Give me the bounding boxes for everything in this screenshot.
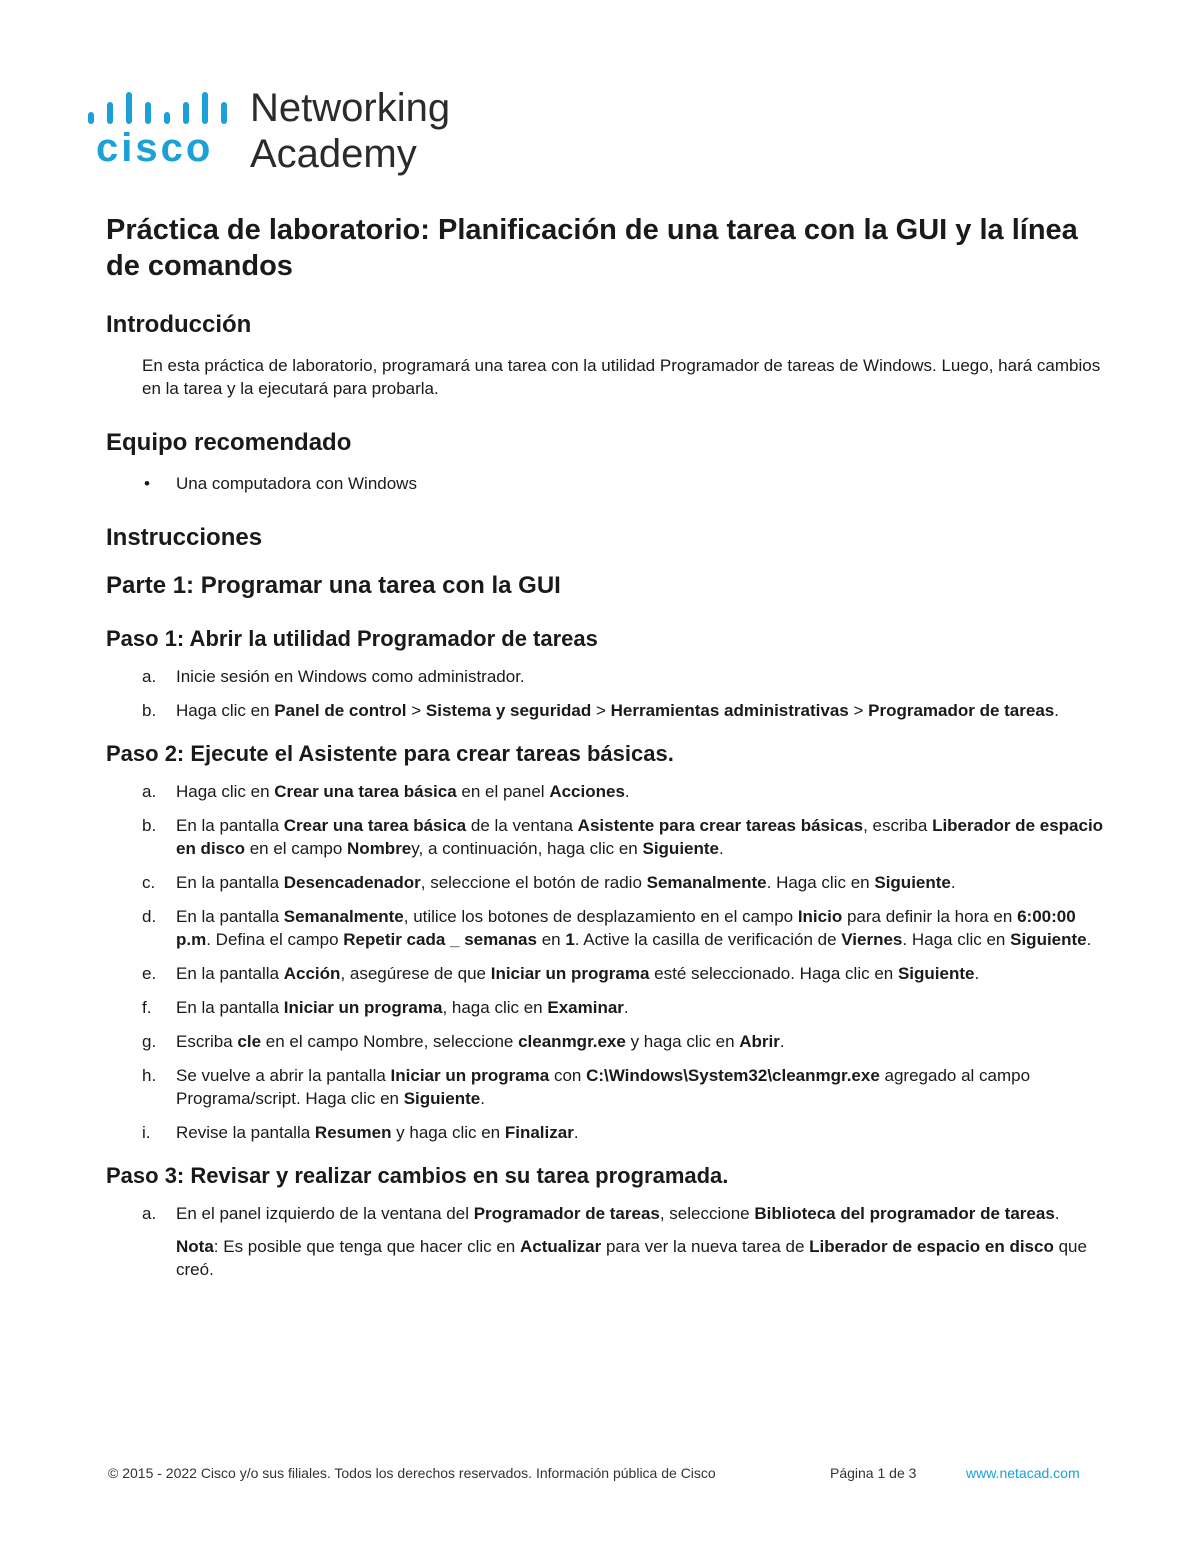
step-text: En la pantalla Desencadenador, seleccione el botón de radio Semanalmente. Haga clic en Siguiente. [176,873,956,892]
list-item [106,905,1106,951]
step3-list [106,1202,1106,1281]
step-letter: a. [142,667,157,686]
list-item [106,996,1106,1019]
step-letter: a. [142,1204,157,1223]
list-item [106,665,1106,688]
page-number: Página 1 de 3 [830,1465,917,1481]
list-item [106,1202,1106,1281]
step-letter: e. [142,964,157,983]
step-letter: c. [142,873,156,892]
step-text: En la pantalla Acción, asegúrese de que Iniciar un programa esté seleccionado. Haga clic en Siguiente. [176,964,980,983]
step2-list [106,780,1106,1144]
step1-list [106,665,1106,722]
step-letter: b. [142,701,157,720]
instructions-heading: Instrucciones [106,524,263,551]
step1-heading: Paso 1: Abrir la utilidad Programador de tareas [106,626,598,651]
copyright-text: © 2015 - 2022 Cisco y/o sus filiales. Todos los derechos reservados. Información pública de Cisco [108,1465,716,1481]
step-text: Escriba cle en el campo Nombre, seleccione cleanmgr.exe y haga clic en Abrir. [176,1032,785,1051]
intro-text: En esta práctica de laboratorio, programará una tarea con la utilidad Programador de tareas de Windows. Luego, hará cambios en la tarea y la ejecutará para probarla. [142,356,1101,398]
step-text: En la pantalla Semanalmente, utilice los botones de desplazamiento en el campo Inicio para definir la hora en 6:00:00 p.m. Defina el campo Repetir cada _ semanas en 1. Active la casilla de verificación de Viernes. Haga clic en Siguiente. [176,907,1092,949]
step-text: En el panel izquierdo de la ventana del Programador de tareas, seleccione Biblioteca del programador de tareas. [176,1204,1060,1223]
logo-academy-text: Academy [250,132,417,176]
document-body [106,212,1106,1299]
equipment-list [106,472,1106,495]
step2-heading: Paso 2: Ejecute el Asistente para crear tareas básicas. [106,741,674,766]
intro-heading: Introducción [106,311,252,338]
list-item [106,814,1106,860]
part1-heading: Parte 1: Programar una tarea con la GUI [106,572,561,599]
step3-heading: Paso 3: Revisar y realizar cambios en su tarea programada. [106,1163,729,1188]
step-text: En la pantalla Crear una tarea básica de la ventana Asistente para crear tareas básicas, escriba Liberador de espacio en disco en el campo Nombrey, a continuación, haga clic en Siguiente. [176,816,1104,858]
list-item [106,1030,1106,1053]
bullet-icon: • [144,474,150,493]
page-title: Práctica de laboratorio: Planificación de una tarea con la GUI y la línea de comandos [106,214,1078,282]
step-letter: h. [142,1066,157,1085]
step-note: Nota: Es posible que tenga que hacer clic en Actualizar para ver la nueva tarea de Liberador de espacio en disco que creó. [176,1237,1087,1279]
step-text: Revise la pantalla Resumen y haga clic en Finalizar. [176,1123,579,1142]
step-letter: d. [142,907,157,926]
step-text: Haga clic en Panel de control > Sistema y seguridad > Herramientas administrativas > Programador de tareas. [176,701,1059,720]
step-text: Se vuelve a abrir la pantalla Iniciar un programa con C:\Windows\System32\cleanmgr.exe agregado al campo Programa/script. Haga clic en Siguiente. [176,1066,1031,1108]
list-item [106,780,1106,803]
equipment-heading: Equipo recomendado [106,429,352,456]
step-letter: f. [142,998,152,1017]
step-letter: b. [142,816,157,835]
list-item [106,1064,1106,1110]
step-text: Haga clic en Crear una tarea básica en el panel Acciones. [176,782,630,801]
list-item [106,1121,1106,1144]
logo-networking-text: Networking [250,86,451,130]
list-item [106,962,1106,985]
list-item [106,472,1106,495]
list-item [106,699,1106,722]
step-letter: a. [142,782,157,801]
step-text: En la pantalla Iniciar un programa, haga clic en Examinar. [176,998,629,1017]
list-item [106,871,1106,894]
equipment-item-label: Una computadora con Windows [176,474,417,493]
website-link[interactable]: www.netacad.com [966,1465,1080,1481]
step-letter: g. [142,1032,157,1051]
cisco-bars-icon [88,90,230,130]
cisco-networking-academy-logo [88,88,468,178]
cisco-wordmark: cisco [96,126,214,170]
step-letter: i. [142,1123,151,1142]
step-text: Inicie sesión en Windows como administrador. [176,667,525,686]
